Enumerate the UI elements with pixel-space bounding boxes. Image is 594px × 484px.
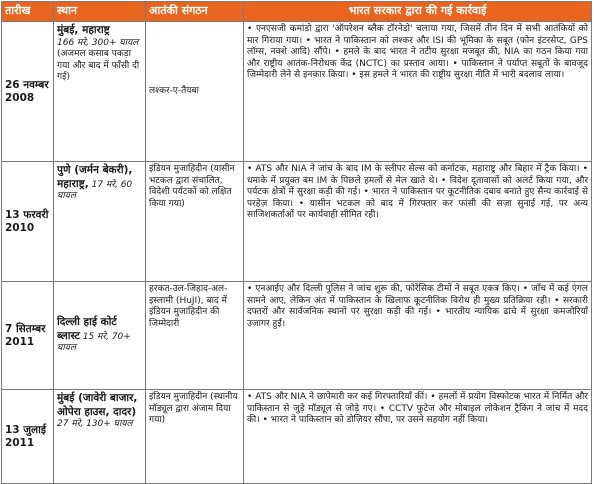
place-casualties: 166 मरे, 300+ घायल [57,37,139,48]
header-place: स्थान [54,2,146,22]
table-row [2,162,592,282]
header-organization: आतंकी संगठन [146,2,244,22]
place-casualties: 15 मरे, 70+ घायल [57,331,131,354]
row-organization: हरकत-उल-जिहाद-अल-इस्लामी (HuJI), बाद में इंडियन मुजाहिदीन की जिम्मेदारी [146,282,244,390]
row-date: 26 नवम्बर 2008 [2,22,54,162]
row-place [54,22,146,162]
row-organization: लश्कर-ए-तैयबा [146,22,244,162]
row-actions: • ATS और NIA ने जांच के बाद IM के स्लीपर सेल्स को कर्नाटक, महाराष्ट्र और बिहार में ट्रैक किया। • धमाके में प्रयुक्त बम IM के पिछले हमलों से मेल खाते थे। • विदेश दूतावासों को अलर्ट किया गया, और पर्यटक क्षेत्रों में सुरक्षा कड़ी की गई। • भारत ने पाकिस्तान पर कूटनीतिक दबाव बनाते हुए सैन्य कार्रवाई से परहेज़ किया। • यासीन भटकल को बाद में गिरफ्तार कर फांसी की सज़ा सुनाई गई, पर अन्य साजिशकर्ताओं पर कार्यवाही सीमित रही। [244,162,592,282]
row-place [54,162,146,282]
row-date: 13 जुलाई 2011 [2,390,54,484]
row-organization: इंडियन मुजाहिदीन (यासीन भटकल द्वारा संचालित, विदेशी पर्यटकों को लक्षित किया गया) [146,162,244,282]
place-name: पुणे (जर्मन बेकरी), महाराष्ट्र, [57,164,133,190]
row-organization: इंडियन मुजाहिदीन (स्थानीय मॉड्यूल द्वारा अंजाम दिया गया) [146,390,244,484]
row-actions: • ATS और NIA ने छापेमारी कर कई गिरफ्तारियाँ कीं। • हमलों में प्रयोग विस्फोटक भारत में निर्मित और पाकिस्तान से जुड़े मॉड्यूल से जोड़े गए। • CCTV फुटेज और मोबाइल लोकेशन ट्रैकिंग ने जांच में मदद की। • भारत ने पाकिस्तान को डोज़ियर सौंपा, पर उसने सहयोग नहीं किया। [244,390,592,484]
row-place [54,390,146,484]
table-row [2,22,592,162]
attacks-table [1,1,592,484]
row-date: 13 फरवरी 2010 [2,162,54,282]
row-place [54,282,146,390]
header-date: तारीख [2,2,54,22]
row-actions: • एनएसजी कमांडो द्वारा 'ऑपरेशन ब्लैक टॉरनेडो' चलाया गया, जिसमें तीन दिन में सभी आतंकियों को मार गिराया गया। • भारत ने पाकिस्तान को लश्कर और ISI की भूमिका के सबूत (फोन इंटरसेप्ट, GPS लॉग्स, नक्शे आदि) सौंपे। • हमले के बाद भारत ने तटीय सुरक्षा मजबूत की, NIA का गठन किया गया और राष्ट्रीय आतंक-निरोधक केंद्र (NCTC) का प्रस्ताव आया। • पाकिस्तान ने पर्याप्त सबूतों के बावजूद जिम्मेदारी लेने से इनकार किया। • इस हमले ने भारत की राष्ट्रीय सुरक्षा नीति में भारी बदलाव लाया। [244,22,592,162]
place-name: दिल्ली हाई कोर्ट ब्लास्ट [57,316,117,342]
table-row [2,282,592,390]
place-name: मुंबई (जावेरी बाजार, ओपेरा हाउस, दादर) [57,392,138,418]
row-date: 7 सितम्बर 2011 [2,282,54,390]
header-government-action: भारत सरकार द्वारा की गई कार्रवाई [244,2,592,22]
place-note: (अजमल कसाब पकड़ा गया और बाद में फाँसी दी गई) [57,49,140,82]
table-row [2,390,592,484]
place-casualties: 27 मरे, 130+ घायल [57,419,133,429]
place-name: मुंबई, महाराष्ट्र [57,24,110,36]
row-actions: • एनआईए और दिल्ली पुलिस ने जांच शुरू की, फोरेंसिक टीमों ने सबूत एकत्र किए। • जाँच में कई एंगल सामने आए, लेकिन अंत में पाकिस्तान के खिलाफ कूटनीतिक विरोध ही मुख्य प्रतिक्रिया रही। • सरकारी दफ्तरों और सार्वजनिक स्थानों पर सुरक्षा कड़ी की गई। • भारतीय न्यायिक ढांचे में सुरक्षा कमजोरियाँ उजागर हुईं। [244,282,592,390]
place-casualties: 17 मरे, 60 घायल [57,179,133,201]
header-row [2,2,592,22]
